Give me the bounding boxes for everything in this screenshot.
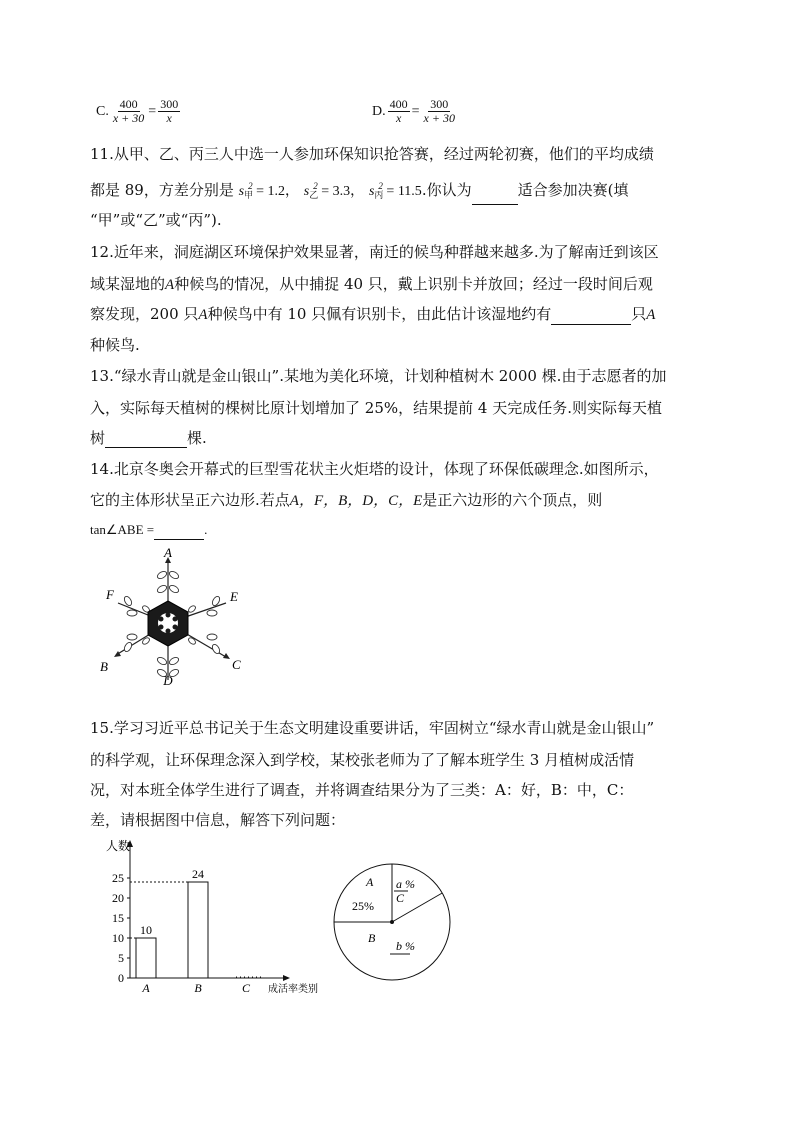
equals-sign: = — [148, 103, 157, 119]
pie-label-a: A — [366, 875, 374, 889]
q13-line2: 入，实际每天植树的棵树比原计划增加了 25%，结果提前 4 天完成任务.则实际每天植 — [90, 399, 662, 417]
variable-a: A — [646, 307, 656, 323]
denominator: x — [166, 111, 172, 125]
option-c-label: C. — [96, 103, 109, 119]
superscript: 2 — [313, 181, 318, 191]
q11-line1: 11.从甲、乙、丙三人中选一人参加环保知识抢答赛，经过两轮初赛，他们的平均成绩 — [90, 145, 654, 163]
bar-data-label: 24 — [192, 867, 204, 881]
q12-line2 — [90, 274, 653, 295]
q13-text: 棵. — [187, 429, 207, 447]
q12-text: 种候鸟的情况，从中捕捉 40 只，戴上识别卡并放回；经过一段时间后观 — [174, 275, 653, 293]
q15-line1: 15.学习习近平总书记关于生态文明建设重要讲话，牢固树立“绿水青山就是金山银山” — [90, 719, 655, 737]
y-tick-label: 10 — [112, 931, 124, 945]
snowflake-figure — [98, 545, 258, 685]
label-b: B — [100, 659, 108, 674]
answer-blank[interactable] — [154, 526, 204, 540]
q12-text: 域某湿地的 — [90, 275, 166, 293]
superscript: 2 — [378, 181, 383, 191]
subscript: 乙 — [309, 190, 319, 200]
numerator: 400 — [119, 97, 138, 111]
q12-line4: 种候鸟. — [90, 336, 140, 354]
numerator: 400 — [389, 97, 408, 111]
pie-center — [390, 920, 394, 924]
q12-text: 察发现，200 只 — [90, 305, 199, 323]
fraction — [422, 98, 457, 125]
label-c: C — [232, 657, 241, 672]
variable-a: A — [198, 307, 208, 323]
numerator: 300 — [430, 97, 449, 111]
q12-text: 种候鸟中有 10 只佩有识别卡，由此估计该湿地约有 — [207, 305, 552, 323]
x-tick-label: A — [142, 981, 150, 995]
q15-line2: 的科学观，让环保理念深入到学校，某校张老师为了了解本班学生 3 月植树成活情 — [90, 751, 635, 769]
bar-chart — [96, 838, 336, 998]
pie-chart — [330, 860, 454, 984]
y-tick-label: 5 — [118, 951, 124, 965]
q14-line3 — [90, 520, 207, 540]
bar — [136, 938, 156, 978]
value: = 11.5 — [386, 184, 422, 199]
value: = 1.2， — [256, 184, 300, 199]
q14-line1: 14.北京冬奥会开幕式的巨型雪花状主火炬塔的设计，体现了环保低碳理念.如图所示， — [90, 460, 659, 478]
pie-value-a: 25% — [352, 899, 374, 913]
option-d — [372, 98, 457, 125]
label-f: F — [106, 587, 114, 602]
q11-line3: “甲”或“乙”或“丙”). — [90, 211, 222, 229]
q12-text: 只 — [631, 305, 647, 323]
q13-line1: 13.“绿水青山就是金山银山”.某地为美化环境，计划种植树木 2000 棵.由于志愿者的加 — [90, 367, 667, 385]
value: = 3.3， — [321, 184, 365, 199]
label-d: D — [163, 673, 173, 685]
q15-line3: 况，对本班全体学生进行了调查，并将调查结果分为了三类：A：好，B：中，C： — [90, 781, 634, 799]
q14-text: 是正六边形的六个顶点，则 — [422, 491, 603, 509]
x-axis-label: 成活率类别 — [268, 984, 318, 995]
q14-line2 — [90, 490, 602, 511]
answer-blank[interactable] — [472, 188, 518, 205]
answer-blank[interactable] — [105, 431, 187, 448]
denominator: x — [395, 111, 402, 125]
q11-text: .你认为 — [421, 181, 472, 199]
q11-text: 都是 89，方差分别是 — [90, 181, 234, 199]
q14-text: 它的主体形状呈正六边形.若点 — [90, 491, 290, 509]
subscript: 甲 — [244, 190, 254, 200]
pie-label-c: C — [396, 891, 405, 905]
q13-text: 树 — [90, 429, 106, 447]
denominator: x + 30 — [112, 111, 145, 125]
fraction — [111, 98, 146, 125]
fraction — [158, 98, 180, 125]
superscript: 2 — [248, 181, 253, 191]
y-tick-label: 0 — [118, 971, 124, 985]
y-tick-label: 15 — [112, 911, 124, 925]
pie-value-c: a % — [396, 877, 415, 891]
q12-line3 — [90, 304, 655, 325]
equals-sign: = — [411, 103, 420, 119]
variance-jia: $s_甲^2 = 1.2$， — [238, 181, 300, 200]
denominator: x + 30 — [423, 111, 455, 125]
y-axis-label: 人数 — [106, 839, 131, 853]
fraction — [388, 98, 410, 125]
x-tick-label: B — [194, 981, 202, 995]
x-tick-label: C — [241, 981, 251, 995]
q15-line4: 差，请根据图中信息，解答下列问题： — [90, 811, 346, 829]
label-e: E — [230, 589, 238, 604]
bar-data-label: 10 — [140, 923, 152, 937]
answer-blank[interactable] — [551, 308, 631, 325]
bar — [188, 882, 208, 978]
label-a: A — [164, 545, 172, 560]
period: . — [204, 522, 208, 537]
variance-yi: $s_乙^2 = 3.3$， — [303, 181, 365, 200]
y-tick-label: 20 — [112, 891, 124, 905]
tan-expression: tan∠ABE = — [90, 522, 155, 537]
pie-label-b: B — [368, 931, 376, 945]
q13-line3 — [90, 428, 207, 448]
numerator: 300 — [160, 97, 179, 111]
q11-text: 适合参加决赛(填 — [517, 181, 629, 199]
subscript: 丙 — [374, 190, 384, 200]
q12-line1: 12.近年来，洞庭湖区环境保护效果显著，南迁的候鸟种群越来越多.为了解南迁到该区 — [90, 243, 659, 261]
q11-line2 — [90, 176, 628, 205]
variance-bing: $s_丙^2 = 11.5$ — [368, 181, 422, 200]
y-tick-label: 25 — [112, 871, 124, 885]
vertex-list: A，F，B，D，C，E — [289, 493, 423, 509]
variable-a: A — [165, 277, 175, 293]
option-c — [96, 98, 180, 125]
option-d-label: D. — [372, 103, 386, 119]
x-axis-arrow — [283, 975, 290, 981]
pie-value-b: b % — [396, 939, 415, 953]
